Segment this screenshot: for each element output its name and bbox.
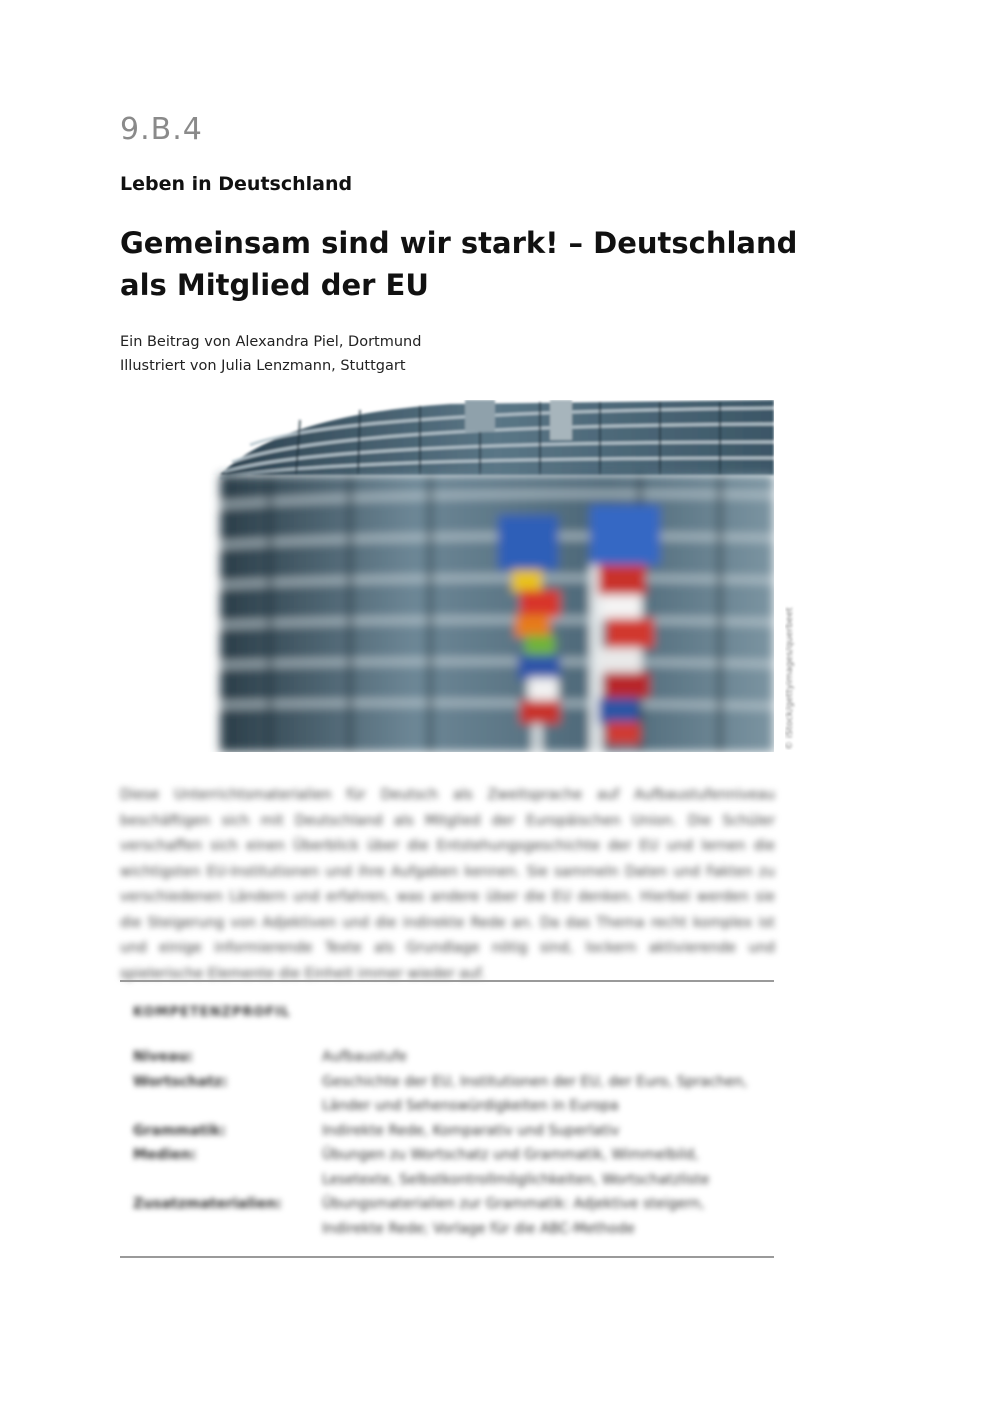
profile-row: [133, 1119, 763, 1144]
photo-credit-text: © iStock/gettyimages/querbeet: [785, 607, 795, 750]
competence-profile: [133, 1000, 763, 1241]
divider-bottom: [120, 1256, 774, 1258]
article-title: Gemeinsam sind wir stark! – Deutschland als Mitglied der EU: [120, 226, 798, 302]
author-line: Ein Beitrag von Alexandra Piel, Dortmund: [120, 334, 422, 350]
section-number: 9.B.4: [120, 112, 203, 147]
profile-value: Geschichte der EU, Institutionen der EU, der Euro, Sprachen, Länder und Sehenswürdigkeiten in Europa: [322, 1073, 748, 1114]
profile-value: Indirekte Rede, Komparativ und Superlativ: [322, 1122, 620, 1139]
profile-value: Übungen zu Wortschatz und Grammatik, Wimmelbild, Lesetexte, Selbstkontrollmöglichkeiten, Wortschatzliste: [322, 1147, 710, 1188]
profile-heading: KOMPETENZPROFIL: [133, 1005, 291, 1020]
profile-label: Grammatik:: [133, 1122, 226, 1139]
divider-top: [120, 980, 774, 982]
profile-row: [133, 1045, 763, 1070]
profile-label: Medien:: [133, 1147, 197, 1163]
profile-label: Zusatzmaterialien:: [133, 1196, 282, 1212]
series-title: Leben in Deutschland: [120, 173, 353, 195]
profile-row: [133, 1143, 763, 1192]
profile-row: [133, 1070, 763, 1119]
profile-label: Niveau:: [133, 1049, 194, 1065]
photo-credit: [785, 470, 799, 750]
abstract-text: Diese Unterrichtsmaterialien für Deutsch als Zweitsprache auf Aufbaustufenniveau beschäftigen sich mit Deutschland als Mitglied der Europäischen Union. Die Schüler verschaffen sich einen Überblick über die Entstehungsgeschichte der EU und lernen die wichtigsten EU-Institutionen und ihre Aufgaben kennen. Sie sammeln Daten und Fakten zu verschiedenen Ländern und erfahren, was andere über die EU denken. Hierbei werden sie die Steigerung von Adjektiven und die indirekte Rede an. Da das Thema recht komplex ist und einige informierende Texte als Grundlage nötig sind, lockern aktivierende und spielerische Elemente die Einheit immer wieder auf.: [120, 787, 775, 982]
profile-row: [133, 1192, 763, 1241]
byline: [120, 330, 421, 378]
profile-label: Wortschatz:: [133, 1073, 228, 1090]
eu-parliament-photo: [120, 400, 774, 752]
profile-value: Aufbaustufe: [322, 1049, 407, 1065]
illustrator-line: Illustriert von Julia Lenzmann, Stuttgart: [120, 358, 406, 374]
profile-value: Übungsmaterialien zur Grammatik: Adjektive steigern, Indirekte Rede; Vorlage für die ABC-Methode: [322, 1196, 705, 1237]
cover-photo: [120, 400, 774, 752]
